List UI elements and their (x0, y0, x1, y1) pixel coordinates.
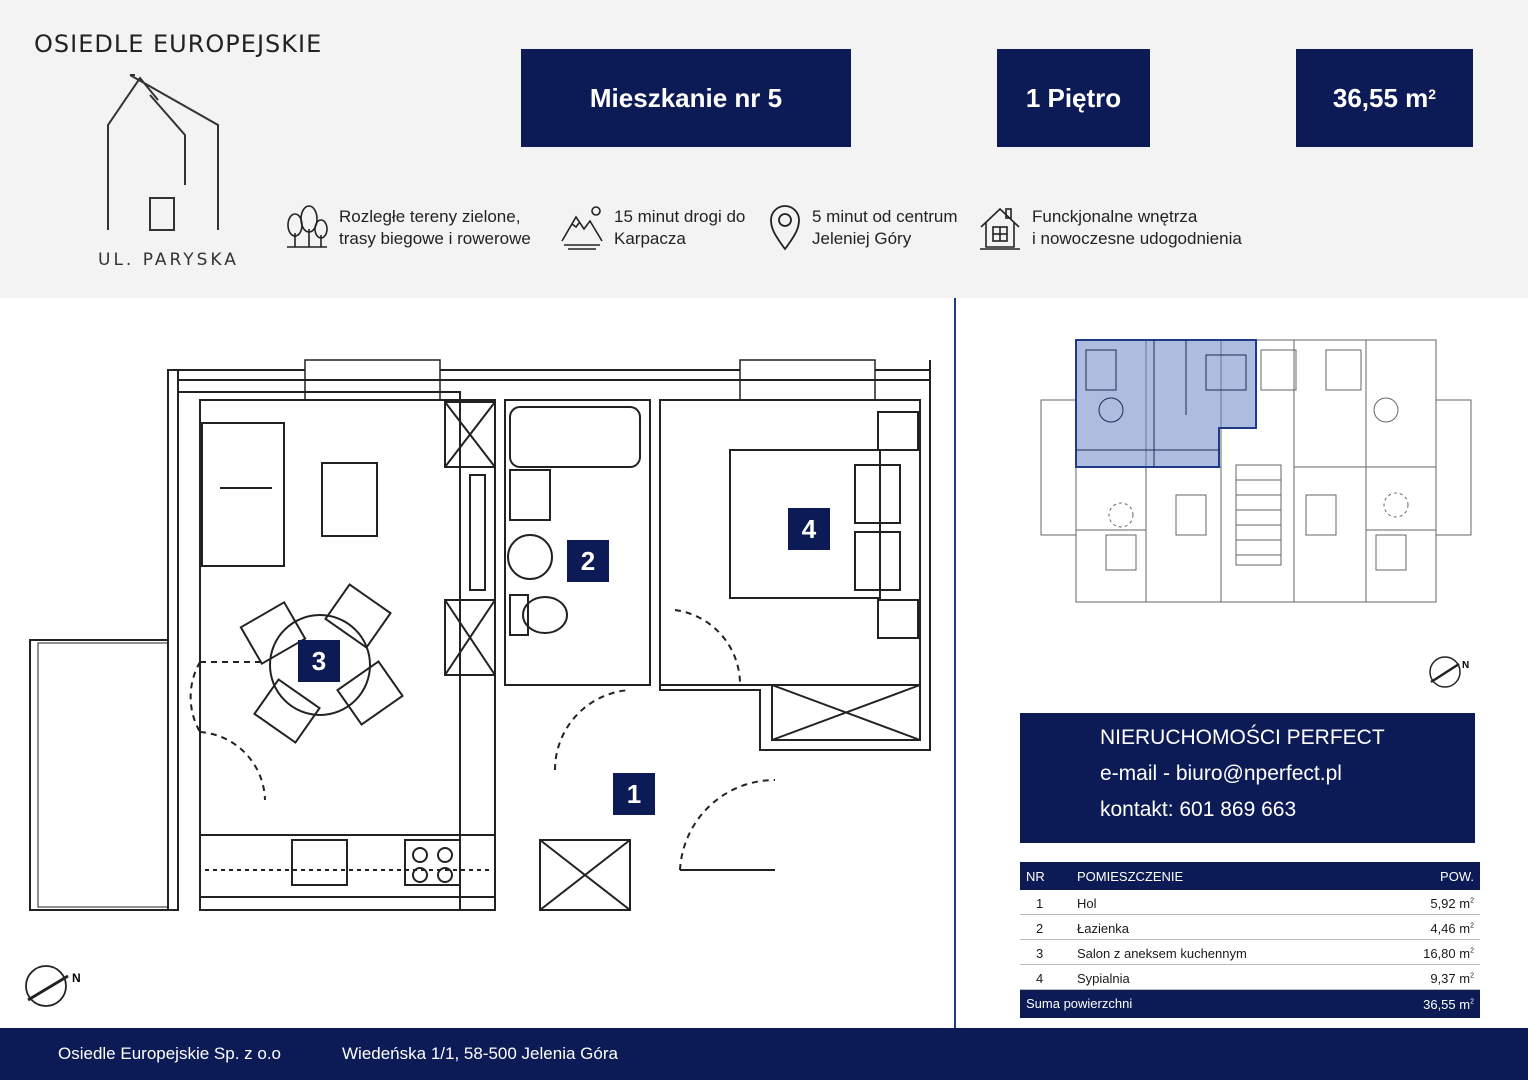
trees-icon (285, 203, 329, 251)
feature-line: 5 minut od centrum (812, 207, 958, 226)
area-value: 36,55 m (1332, 82, 1429, 113)
feature-text (812, 206, 958, 250)
brand-logo-house-icon (100, 70, 230, 250)
row-area: 16,80 $m^2$ (1423, 946, 1474, 961)
table-row (1020, 940, 1480, 965)
feature-line: Funckjonalne wnętrza (1032, 207, 1198, 226)
row-nr: 4 (1036, 971, 1044, 986)
agency-name: NIERUCHOMOŚCI PERFECT (1100, 726, 1385, 749)
mountains-icon (560, 203, 604, 251)
header-room: POMIESZCZENIE (1077, 869, 1184, 884)
apartment-number-box (521, 49, 851, 147)
feature-interiors (978, 203, 1242, 251)
room-number-4: 4 (801, 514, 817, 544)
feature-line: Karpacza (614, 229, 686, 248)
location-pin-icon (768, 203, 802, 251)
row-name: Sypialnia (1077, 971, 1130, 986)
row-area: 9,37 $m^2$ (1430, 971, 1474, 986)
header-nr: NR (1026, 869, 1045, 884)
table-row (1020, 915, 1480, 940)
rooms-table (1020, 862, 1480, 1018)
apartment-number: Mieszkanie nr 5 (589, 82, 783, 113)
house-icon (978, 203, 1022, 251)
contact-email[interactable]: e-mail - biuro@nperfect.pl (1100, 762, 1342, 785)
footer-company: Osiedle Europejskie Sp. z o.o (58, 1044, 282, 1063)
section-divider (954, 298, 956, 1028)
building-floor-overview (1036, 335, 1476, 610)
table-header (1020, 862, 1480, 890)
area-box (1296, 49, 1473, 147)
feature-text (614, 206, 745, 250)
brand-subtitle: UL. PARYSKA (98, 250, 239, 270)
footer-address: Wiedeńska 1/1, 58-500 Jelenia Góra (342, 1044, 618, 1063)
floor-label: 1 Piętro (1025, 82, 1122, 113)
compass-label: N (72, 971, 81, 985)
total-area: 36,55 $m^2$ (1423, 997, 1474, 1012)
row-area: 5,92 $m^2$ (1430, 896, 1474, 911)
feature-karpacz (560, 203, 745, 251)
apartment-floor-plan (20, 350, 940, 920)
mini-compass-label: N (1462, 660, 1470, 671)
total-label: Suma powierzchni (1026, 996, 1133, 1011)
row-area: 4,46 $m^2$ (1430, 921, 1474, 936)
table-row (1020, 965, 1480, 990)
mini-compass-north-icon (1425, 652, 1475, 692)
row-nr: 2 (1036, 921, 1044, 936)
footer (0, 1028, 1528, 1080)
header-area: POW. (1440, 869, 1474, 884)
brand-title: OSIEDLE EUROPEJSKIE (34, 30, 323, 58)
feature-line: i nowoczesne udogodnienia (1032, 229, 1242, 248)
area-unit-sup: 2 (1428, 86, 1437, 102)
row-nr: 1 (1036, 896, 1044, 911)
feature-city-center (768, 203, 958, 251)
header (0, 0, 1528, 298)
contact-box (1020, 713, 1475, 843)
contact-phone[interactable]: kontakt: 601 869 663 (1100, 798, 1297, 821)
feature-line: Jeleniej Góry (812, 229, 912, 248)
compass-north-icon (24, 962, 88, 1010)
row-name: Hol (1077, 896, 1097, 911)
feature-text (1032, 206, 1242, 250)
feature-green-areas (285, 203, 531, 251)
feature-line: trasy biegowe i rowerowe (339, 229, 531, 248)
feature-text (339, 206, 531, 250)
feature-line: Rozległe tereny zielone, (339, 207, 521, 226)
highlighted-apartment (1076, 340, 1256, 467)
floor-box (997, 49, 1150, 147)
row-name: Łazienka (1077, 921, 1130, 936)
room-number-2: 2 (580, 546, 596, 576)
table-row (1020, 890, 1480, 915)
feature-line: 15 minut drogi do (614, 207, 746, 226)
room-number-1: 1 (626, 779, 642, 809)
room-number-3: 3 (311, 646, 327, 676)
row-nr: 3 (1036, 946, 1044, 961)
row-name: Salon z aneksem kuchennym (1077, 946, 1247, 961)
table-total-row (1020, 990, 1480, 1018)
